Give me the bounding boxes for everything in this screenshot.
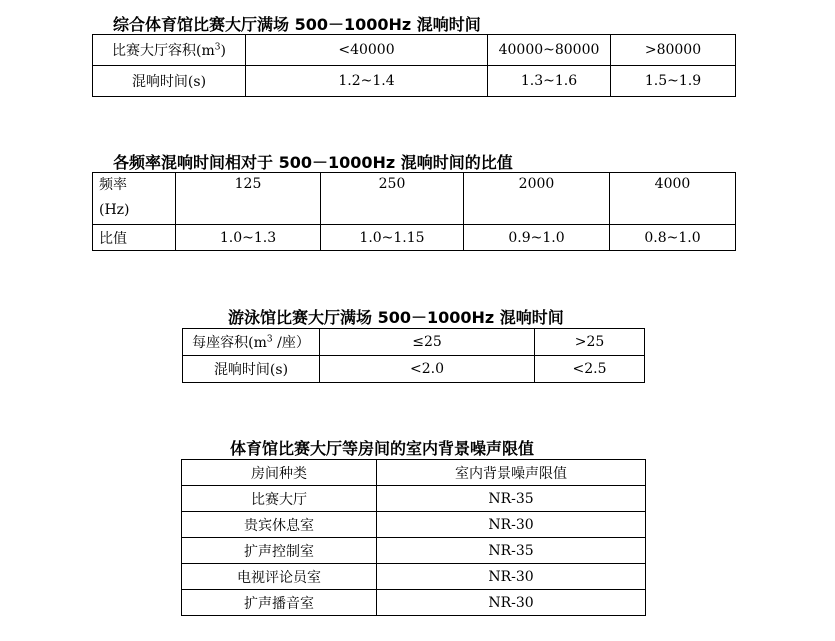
table-cell: <2.0 <box>320 356 535 383</box>
header-cell-noise-limit: 室内背景噪声限值 <box>377 460 646 486</box>
volume-label-cell <box>183 329 320 356</box>
unit-superscript: 3 <box>266 334 273 345</box>
volume-label-cell <box>93 35 246 66</box>
frequency-unit: (Hz) <box>99 202 130 218</box>
table-cell: 电视评论员室 <box>182 564 377 590</box>
table-cell: 扩声播音室 <box>182 590 377 616</box>
table2 <box>92 172 736 251</box>
table-row <box>93 225 736 251</box>
table-cell: 混响时间(s) <box>93 66 246 97</box>
table-cell: 1.0~1.15 <box>321 225 464 251</box>
table-row <box>183 329 645 356</box>
table-cell: <40000 <box>246 35 488 66</box>
table-cell: 0.8~1.0 <box>610 225 736 251</box>
volume-label-end: /座） <box>272 335 310 351</box>
table-cell: <2.5 <box>535 356 645 383</box>
volume-label: 比赛大厅容积(m <box>112 43 215 59</box>
table-row <box>183 356 645 383</box>
table-cell: 2000 <box>464 173 610 225</box>
table-cell: 比赛大厅 <box>182 486 377 512</box>
table-cell: 250 <box>321 173 464 225</box>
table-row <box>182 486 646 512</box>
table-row <box>93 173 736 225</box>
table-cell: >80000 <box>611 35 736 66</box>
table-cell: 1.5~1.9 <box>611 66 736 97</box>
table-cell: 125 <box>176 173 321 225</box>
table-row <box>182 564 646 590</box>
table-cell: 0.9~1.0 <box>464 225 610 251</box>
table-cell: 扩声控制室 <box>182 538 377 564</box>
table-cell: NR-35 <box>377 538 646 564</box>
table-row <box>182 590 646 616</box>
table-cell: NR-30 <box>377 564 646 590</box>
table-cell: 1.3~1.6 <box>488 66 611 97</box>
table-row <box>182 512 646 538</box>
table-header-row <box>182 460 646 486</box>
table3-title: 游泳馆比赛大厅满场 500－1000Hz 混响时间 <box>228 308 564 327</box>
table-cell: 4000 <box>610 173 736 225</box>
table-cell: ≤25 <box>320 329 535 356</box>
table-cell: NR-35 <box>377 486 646 512</box>
table-cell: NR-30 <box>377 512 646 538</box>
header-cell-room-type: 房间种类 <box>182 460 377 486</box>
table-row <box>93 66 736 97</box>
table-cell: 1.0~1.3 <box>176 225 321 251</box>
frequency-label-cell <box>93 173 176 225</box>
table1-title: 综合体育馆比赛大厅满场 500－1000Hz 混响时间 <box>113 15 481 34</box>
table-cell: 比值 <box>93 225 176 251</box>
table-row <box>93 35 736 66</box>
volume-label-end: ) <box>220 43 226 59</box>
table4-title: 体育馆比赛大厅等房间的室内背景噪声限值 <box>230 439 535 458</box>
volume-label: 每座容积(m <box>192 335 267 351</box>
table2-title: 各频率混响时间相对于 500－1000Hz 混响时间的比值 <box>113 153 513 172</box>
table-cell: 混响时间(s) <box>183 356 320 383</box>
table4 <box>181 459 646 616</box>
frequency-label: 频率 <box>99 177 127 193</box>
table1 <box>92 34 736 97</box>
unit-superscript: 3 <box>214 42 221 53</box>
table-cell: 40000~80000 <box>488 35 611 66</box>
table3 <box>182 328 645 383</box>
table-row <box>182 538 646 564</box>
table-cell: NR-30 <box>377 590 646 616</box>
table-cell: 1.2~1.4 <box>246 66 488 97</box>
table-cell: 贵宾休息室 <box>182 512 377 538</box>
table-cell: >25 <box>535 329 645 356</box>
